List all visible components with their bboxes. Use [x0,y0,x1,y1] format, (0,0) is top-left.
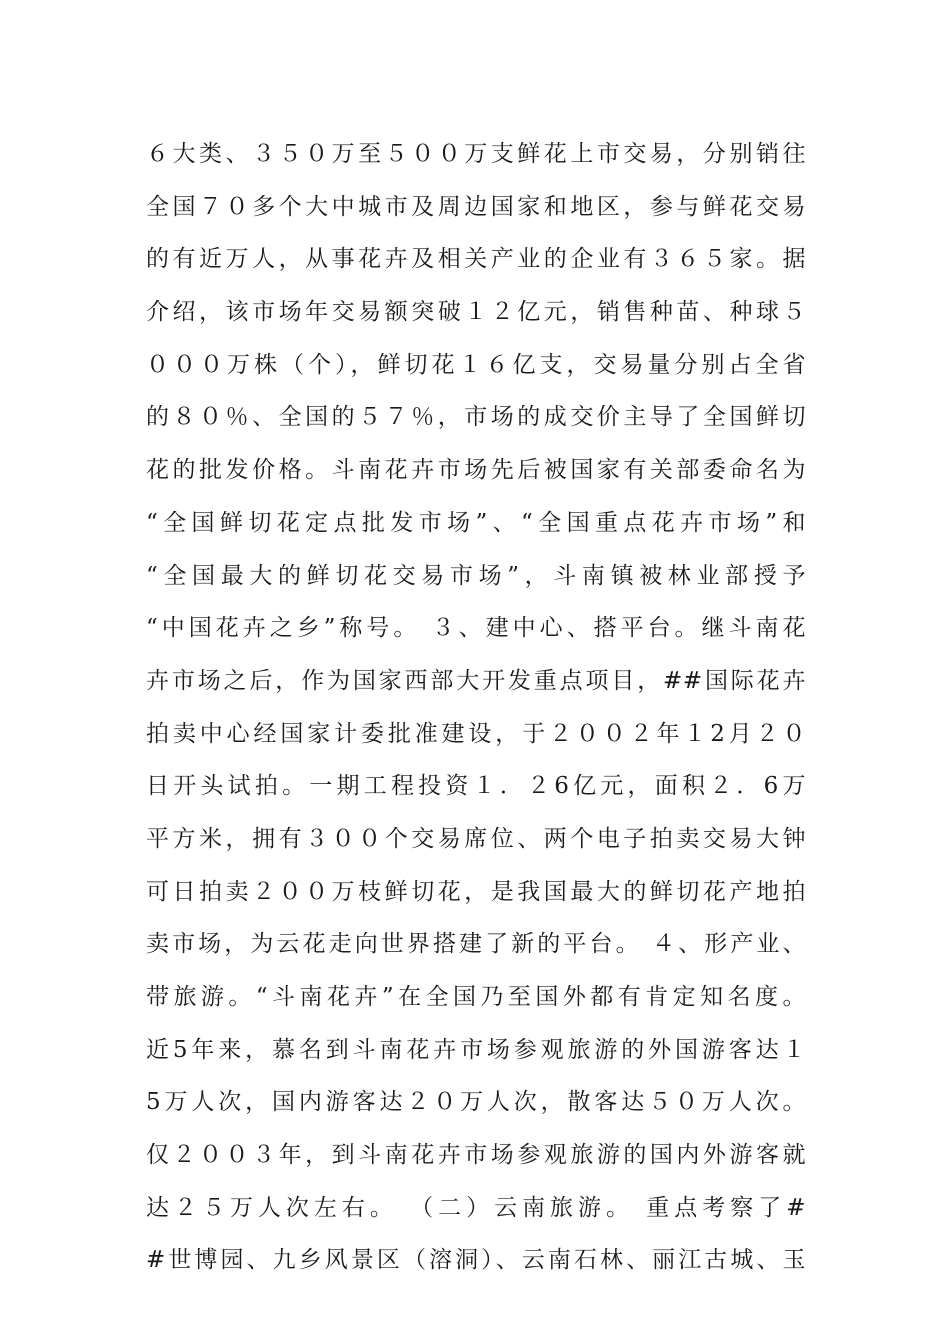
text-line: 带旅游。“斗南花卉”在全国乃至国外都有肯定知名度。 [146,984,806,1010]
text-line: 拍卖中心经国家计委批准建设，于２００２年１2月２０ [146,720,806,747]
text-line: #世博园、九乡风景区（溶洞）、云南石林、丽江古城、玉 [146,1247,806,1274]
text-line: “全国最大的鲜切花交易市场”，斗南镇被林业部授予 [146,562,806,589]
text-line: “全国鲜切花定点批发市场”、“全国重点花卉市场”和 [146,509,806,536]
text-line: 的８０％、全国的５７％，市场的成交价主导了全国鲜切 [146,404,806,431]
text-line: 近5年来，慕名到斗南花卉市场参观旅游的外国游客达１ [146,1036,806,1063]
text-line: 卉市场之后，作为国家西部大开发重点项目，##国际花卉 [146,667,806,694]
body-text [146,132,806,1291]
text-line: 全国７０多个大中城市及周边国家和地区，参与鲜花交易 [146,193,806,220]
text-line: 花的批发价格。斗南花卉市场先后被国家有关部委命名为 [146,457,806,484]
text-line: ０００万株（个），鲜切花１６亿支，交易量分别占全省 [146,351,806,378]
text-line: 日开头试拍。一期工程投资１．２6亿元，面积２．6万 [146,773,806,800]
text-line: 平方米，拥有３００个交易席位、两个电子拍卖交易大钟 [146,825,806,852]
text-line: 的有近万人，从事花卉及相关产业的企业有３６５家。据 [146,246,806,273]
text-line: 5万人次，国内游客达２０万人次，散客达５０万人次。 [146,1089,806,1116]
text-line: 卖市场，为云花走向世界搭建了新的平台。 ４、形产业、 [146,931,806,958]
text-line: 介绍，该市场年交易额突破１２亿元，销售种苗、种球５ [146,299,806,326]
text-line: “中国花卉之乡”称号。 ３、建中心、搭平台。继斗南花 [146,615,806,642]
text-line: ６大类、３５０万至５００万支鲜花上市交易，分别销往 [146,141,806,167]
text-line: 可日拍卖２００万枝鲜切花，是我国最大的鲜切花产地拍 [146,878,806,905]
text-line: 达２５万人次左右。 （二）云南旅游。 重点考察了# [146,1194,806,1221]
text-line: 仅２００３年，到斗南花卉市场参观旅游的国内外游客就 [146,1142,806,1169]
